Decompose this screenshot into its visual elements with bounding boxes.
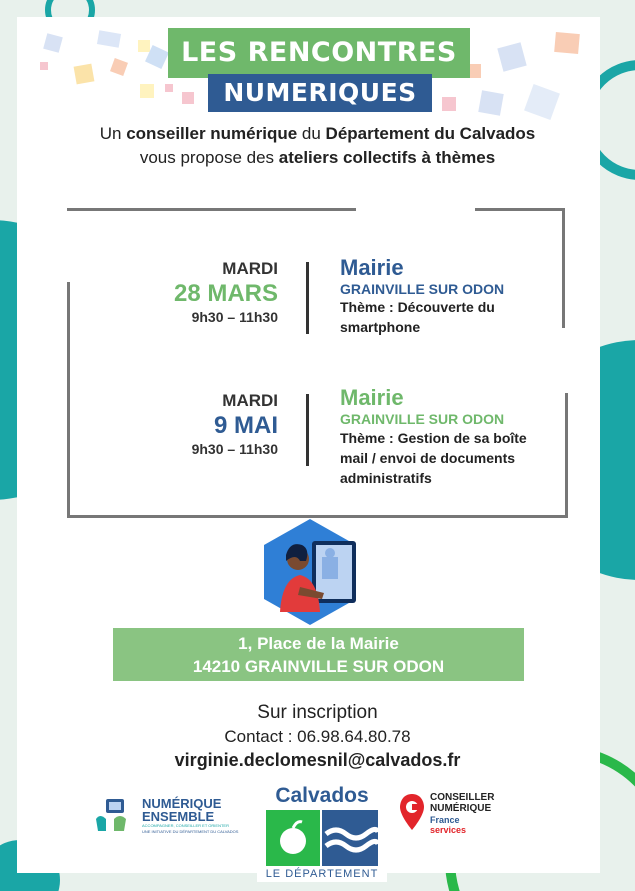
event-place: Mairie <box>340 385 404 410</box>
intro-highlight: conseiller numérique <box>126 124 298 143</box>
event-date: 9 MAI <box>213 412 278 439</box>
numerique-ensemble-logo <box>92 795 242 840</box>
event-place-block <box>340 385 504 427</box>
theme-line: smartphone <box>340 319 421 335</box>
logo-text: NUMÉRIQUE <box>430 803 492 814</box>
event-theme <box>340 297 550 337</box>
title-line1: LES RENCONTRES <box>168 28 470 78</box>
registration-label: Sur inscription <box>257 702 378 723</box>
hands-icon <box>92 797 132 837</box>
contact-email: virginie.declomesnil@calvados.fr <box>174 750 461 770</box>
address-line2: 14210 GRAINVILLE SUR ODON <box>192 657 445 676</box>
intro-line2 <box>40 146 595 170</box>
frame-line-top-right <box>475 208 565 211</box>
address-line1: 1, Place de la Mairie <box>238 634 399 653</box>
logo-text: LE DÉPARTEMENT <box>265 868 379 880</box>
event-day: MARDI <box>222 259 278 278</box>
frame-line-left <box>67 282 70 518</box>
event-date: 28 MARS <box>173 280 278 307</box>
event-place: Mairie <box>340 255 404 280</box>
title-line2: NUMERIQUES <box>208 74 432 112</box>
frame-line-right-lower <box>565 393 568 518</box>
theme-line: mail / envoi de documents <box>340 450 516 466</box>
event-town: GRAINVILLE SUR ODON <box>340 411 505 427</box>
intro-text: Un <box>99 124 127 143</box>
conseiller-numerique-logo <box>398 790 518 838</box>
address-box <box>113 628 524 681</box>
event-theme <box>340 428 550 488</box>
event-time: 9h30 – 11h30 <box>191 441 278 457</box>
computer-user-illustration <box>260 517 360 627</box>
logo-tagline: ACCOMPAGNER, CONSEILLER ET ORIENTER <box>142 823 229 828</box>
logo-text: CONSEILLER <box>430 792 495 803</box>
calvados-logo <box>257 782 387 882</box>
contact-phone: Contact : 06.98.64.80.78 <box>224 727 411 746</box>
intro-text: du <box>297 124 326 143</box>
event-time: 9h30 – 11h30 <box>191 309 278 325</box>
logo-text: NUMÉRIQUE <box>142 796 222 811</box>
theme-line: Thème : Gestion de sa boîte <box>340 430 527 446</box>
event-town: GRAINVILLE SUR ODON <box>340 281 505 297</box>
event-day: MARDI <box>222 391 278 410</box>
apple-wave-icon <box>266 810 378 866</box>
intro-highlight: ateliers collectifs à thèmes <box>278 148 496 167</box>
logo-text: services <box>430 825 467 835</box>
event-separator <box>306 394 309 466</box>
event-date-block <box>192 391 278 457</box>
event-place-block <box>340 255 504 297</box>
frame-line-right-upper <box>562 208 565 328</box>
logo-text: ENSEMBLE <box>142 809 215 824</box>
intro-text: vous propose des <box>139 148 279 167</box>
event-date-block <box>174 259 278 325</box>
theme-line: Thème : Découverte du <box>340 299 495 315</box>
intro-line1 <box>40 122 595 146</box>
theme-line: administratifs <box>340 470 432 486</box>
event-separator <box>306 262 309 334</box>
logo-text: France <box>430 815 460 825</box>
map-pin-icon <box>398 792 426 836</box>
intro-highlight: Département du Calvados <box>325 124 536 143</box>
frame-line-top-left <box>67 208 356 211</box>
logo-text: Calvados <box>275 784 369 807</box>
logo-tagline: UNE INITIATIVE DU DÉPARTEMENT DU CALVADOS <box>142 829 239 834</box>
